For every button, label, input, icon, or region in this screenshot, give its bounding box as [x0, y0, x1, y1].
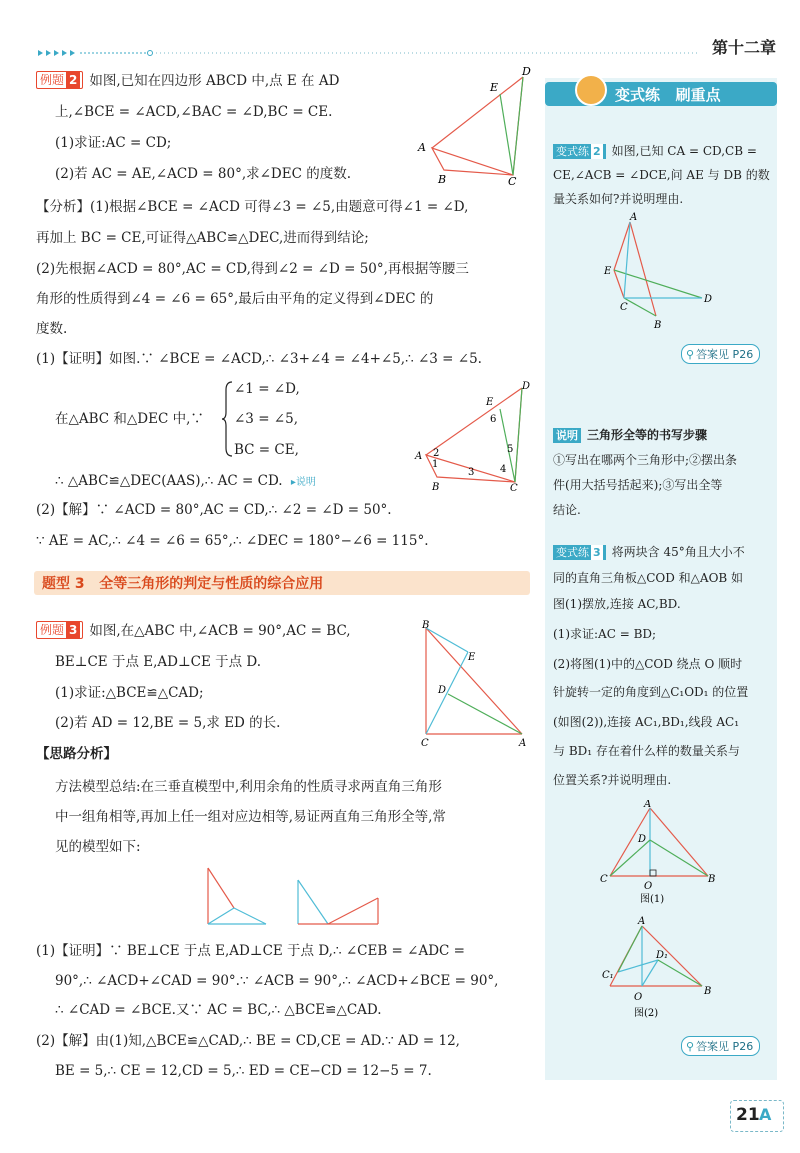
v3-figure-2 — [598, 916, 723, 1020]
example3-line-2: BE⊥CE 于点 E,AD⊥CE 于点 D. — [55, 654, 262, 670]
svg-text:B: B — [708, 874, 716, 885]
svg-text:5: 5 — [507, 444, 514, 455]
page-number: 21 — [736, 1105, 760, 1125]
v2-tag: 变式练 2 — [553, 144, 606, 159]
method-line-1: 方法模型总结:在三垂直模型中,利用余角的性质寻求两直角三角形 — [55, 779, 442, 795]
svg-text:B: B — [422, 620, 430, 631]
v2-answer-badge[interactable]: ⚲ 答案见 P26 — [681, 344, 760, 364]
brace — [222, 380, 234, 458]
svg-text:C: C — [600, 874, 608, 885]
example2-figure-1 — [410, 65, 535, 185]
analysis-line-3: (2)先根据∠ACD = 80°,AC = CD,得到∠2 = ∠D = 50°,再根据等腰三 — [36, 261, 469, 277]
note-heading: 说明 三角形全等的书写步骤 — [553, 426, 707, 444]
svg-text:A: A — [630, 212, 638, 223]
sidebar-title: 变式练 刷重点 — [615, 86, 721, 104]
v3-line-4: (1)求证:AC = BD; — [553, 627, 657, 641]
page-number-box — [730, 1100, 784, 1132]
svg-text:D: D — [522, 381, 531, 392]
svg-text:D: D — [438, 685, 447, 696]
v2-figure — [600, 212, 720, 332]
analysis-line-1: 【分析】(1)根据∠BCE = ∠ACD 可得∠3 = ∠5,由题意可得∠1 = ∠D, — [36, 199, 469, 215]
v3-line-7: (如图(2)),连接 AC₁,BD₁,线段 AC₁ — [553, 715, 740, 729]
svg-text:O: O — [644, 881, 653, 892]
svg-text:3: 3 — [468, 467, 475, 478]
svg-text:B: B — [654, 320, 662, 331]
svg-text:D: D — [704, 294, 713, 305]
svg-text:C₁: C₁ — [602, 970, 614, 981]
v3-line-2: 同的直角三角板△COD 和△AOB 如 — [553, 571, 744, 585]
svg-text:O: O — [634, 992, 643, 1003]
example2-line-1: 例题 2 如图,已知在四边形 ABCD 中,点 E 在 AD — [36, 71, 339, 91]
note-line-1: ①写出在哪两个三角形中;②摆出条 — [553, 453, 738, 467]
fig1-label-b: B — [438, 173, 447, 185]
svg-text:1: 1 — [432, 459, 439, 470]
v3-line-9: 位置关系?并说明理由. — [553, 773, 672, 787]
fig1-label-c: C — [508, 175, 517, 185]
note-link[interactable]: ▸说明 — [290, 477, 316, 488]
chapter-label: 第十二章 — [712, 38, 777, 57]
fig1-label-a: A — [418, 141, 426, 154]
svg-text:D₁: D₁ — [656, 950, 669, 961]
example3-line-1: 例题 3 如图,在△ABC 中,∠ACB = 90°,AC = BC, — [36, 621, 351, 641]
analysis-line-5: 度数. — [36, 321, 68, 337]
svg-text:2: 2 — [433, 448, 440, 459]
svg-text:C: C — [510, 483, 518, 494]
example3-line-4: (2)若 AD = 12,BE = 5,求 ED 的长. — [55, 715, 281, 731]
v3-line-5: (2)将图(1)中的△COD 绕点 O 顺时 — [553, 657, 743, 671]
key-icon: ⚲ — [686, 348, 695, 361]
analysis-line-4: 角形的性质得到∠4 = ∠6 = 65°,最后由平角的定义得到∠DEC 的 — [36, 291, 434, 307]
v3-line-6: 针旋转一定的角度到△C₁OD₁ 的位置 — [553, 685, 749, 699]
v3-figure-1 — [598, 800, 723, 905]
v2-line-3: 量关系如何?并说明理由. — [553, 192, 684, 206]
svg-text:E: E — [468, 652, 476, 663]
svg-text:6: 6 — [490, 414, 497, 425]
v2-line-1: 变式练 2 如图,已知 CA = CD,CB = — [553, 142, 757, 160]
fig1-label-e: E — [490, 81, 499, 94]
svg-text:A: A — [415, 451, 423, 462]
svg-text:D: D — [638, 834, 647, 845]
v2-line-2: CE,∠ACB = ∠DCE,问 AE 与 DB 的数 — [553, 168, 770, 182]
example2-line-4: (2)若 AC = AE,∠ACD = 80°,求∠DEC 的度数. — [55, 166, 352, 182]
in-triangles-text: 在△ABC 和△DEC 中,∵ — [55, 411, 204, 427]
fig1-label-d: D — [522, 65, 531, 78]
page-logo-icon: A — [759, 1105, 772, 1124]
thinking-heading: 【思路分析】 — [36, 746, 117, 762]
v3-fig2-caption: 图(2) — [634, 1008, 659, 1019]
solution-line-1: (2)【解】∵ ∠ACD = 80°,AC = CD,∴ ∠2 = ∠D = 50°. — [36, 502, 392, 518]
proof-line-2: 90°,∴ ∠ACD+∠CAD = 90°.∵ ∠ACB = 90°,∴ ∠ACD+∠BCE = 90°, — [55, 973, 499, 989]
example2-figure-2 — [412, 380, 534, 495]
header-dots — [38, 41, 698, 47]
example3-tag: 例题 3 — [36, 621, 83, 639]
v3-fig1-caption: 图(1) — [640, 894, 665, 905]
example3-figure — [412, 618, 532, 748]
v3-line-1: 变式练 3 将两块含 45°角且大小不 — [553, 543, 745, 561]
key-icon: ⚲ — [686, 1040, 695, 1053]
v3-tag: 变式练 3 — [553, 545, 606, 560]
note-line-2: 件(用大括号括起来);③写出全等 — [553, 478, 723, 492]
example2-line-3: (1)求证:AC = CD; — [55, 135, 172, 151]
brace-line-1: ∠1 = ∠D, — [234, 381, 300, 397]
svg-text:A: A — [638, 916, 646, 927]
svg-text:4: 4 — [500, 464, 507, 475]
section-title-band — [34, 571, 530, 595]
svg-text:C: C — [620, 302, 628, 313]
svg-text:E: E — [604, 266, 612, 277]
conclusion-line: ∴ △ABC≌△DEC(AAS),∴ AC = CD. ▸说明 — [55, 473, 316, 489]
brace-line-3: BC = CE, — [234, 442, 299, 458]
svg-text:C: C — [421, 738, 429, 748]
example2-tag: 例题 2 — [36, 71, 83, 89]
proof-line-1: (1)【证明】∵ BE⊥CE 于点 E,AD⊥CE 于点 D,∴ ∠CEB = ∠ADC = — [36, 943, 465, 959]
model-figures — [200, 862, 390, 932]
note-line-3: 结论. — [553, 503, 581, 517]
method-line-2: 中一组角相等,再加上任一组对应边相等,易证两直角三角形全等,常 — [55, 809, 446, 825]
v3-answer-badge[interactable]: ⚲ 答案见 P26 — [681, 1036, 760, 1056]
proof1-line: (1)【证明】如图.∵ ∠BCE = ∠ACD,∴ ∠3+∠4 = ∠4+∠5,∴ ∠3 = ∠5. — [36, 351, 482, 367]
note-tag: 说明 — [553, 428, 581, 443]
svg-text:A: A — [519, 738, 527, 748]
sidebar-title-bar — [545, 82, 777, 106]
svg-text:A: A — [644, 800, 652, 810]
solution-line-2: ∵ AE = AC,∴ ∠4 = ∠6 = 65°,∴ ∠DEC = 180°−∠6 = 115°. — [36, 533, 429, 549]
proof-line-4: (2)【解】由(1)知,△BCE≌△CAD,∴ BE = CD,CE = AD.∵ AD = 12, — [36, 1033, 460, 1049]
example3-line-3: (1)求证:△BCE≌△CAD; — [55, 685, 204, 701]
method-line-3: 见的模型如下: — [55, 839, 141, 855]
svg-text:B: B — [704, 986, 712, 997]
sidebar-mascot-icon — [575, 74, 607, 106]
proof-line-3: ∴ ∠CAD = ∠BCE.又∵ AC = BC,∴ △BCE≌△CAD. — [55, 1002, 382, 1018]
section-title: 题型 3 全等三角形的判定与性质的综合应用 — [42, 576, 324, 592]
v3-line-3: 图(1)摆放,连接 AC,BD. — [553, 597, 681, 611]
svg-text:E: E — [486, 397, 494, 408]
brace-line-2: ∠3 = ∠5, — [234, 411, 298, 427]
v3-line-8: 与 BD₁ 存在着什么样的数量关系与 — [553, 744, 740, 758]
proof-line-5: BE = 5,∴ CE = 12,CD = 5,∴ ED = CE−CD = 12−5 = 7. — [55, 1063, 432, 1079]
example2-line-2: 上,∠BCE = ∠ACD,∠BAC = ∠D,BC = CE. — [55, 104, 333, 120]
analysis-line-2: 再加上 BC = CE,可证得△ABC≌△DEC,进而得到结论; — [36, 230, 369, 246]
svg-text:B: B — [432, 482, 440, 493]
